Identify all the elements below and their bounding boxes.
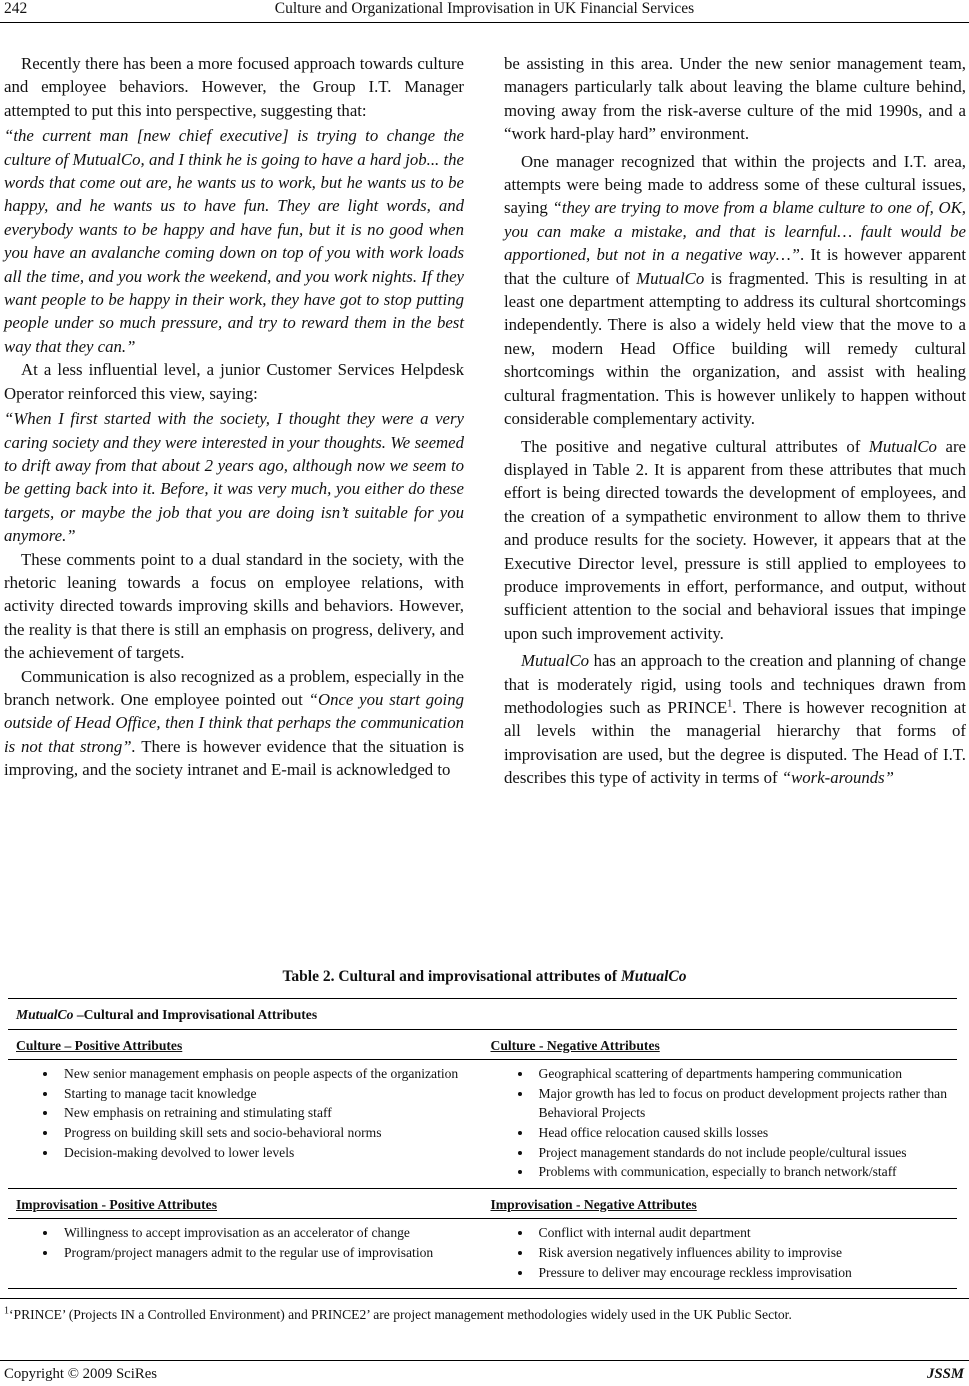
table-caption <box>0 968 969 986</box>
running-header <box>0 0 969 24</box>
caption-company: MutualCo <box>620 968 687 985</box>
improv-positive-list <box>16 1223 473 1262</box>
footnote-rule <box>0 1298 969 1299</box>
improv-positive-cell <box>8 1219 483 1288</box>
paragraph: Recently there has been a more focused approach towards culture and employee behaviors. However, the Group I.T. Manager attempted to put this into perspective, suggesting that: <box>4 54 464 120</box>
paragraph: be assisting in this area. Under the new senior management team, managers particularly talk about leaving the blame culture behind, moving away from the risk-averse culture of the mid 1990s, and a “work hard-play hard” environment. <box>504 54 966 144</box>
paragraph: These comments point to a dual standard in the society, with the rhetoric leaning towards a focus on employee relations, with activity directed towards improving skills and behaviors. However, the reality is that there is still an emphasis on progress, delivery, and the achievement of targets. <box>4 549 464 663</box>
improv-header-row <box>8 1189 957 1219</box>
list-item: • Conflict with internal audit department <box>533 1223 948 1243</box>
table-rule <box>8 1288 957 1289</box>
list-item: • New emphasis on retraining and stimulating staff <box>58 1103 473 1123</box>
paragraph <box>504 649 966 789</box>
culture-header-row <box>8 1030 957 1060</box>
culture-body-row <box>8 1060 957 1188</box>
list-item: • Project management standards do not include people/cultural issues <box>533 1143 948 1163</box>
page-footer <box>4 1366 964 1383</box>
table-title <box>8 999 957 1029</box>
improv-positive-header: Improvisation - Positive Attributes <box>16 1196 218 1212</box>
journal-abbrev: JSSM <box>926 1366 964 1382</box>
culture-negative-header: Culture - Negative Attributes <box>490 1037 660 1053</box>
list-item: • Pressure to deliver may encourage reckless improvisation <box>533 1263 948 1283</box>
list-item: • Risk aversion negatively influences ability to improvise <box>533 1243 948 1263</box>
improv-negative-header: Improvisation - Negative Attributes <box>490 1196 697 1212</box>
inline-quote: “they are trying to move from a blame culture to one of, OK, you can make a mistake, and that is learnful… fault would be apportioned, but not in a negative way…” <box>504 198 966 265</box>
list-item: • Starting to manage tacit knowledge <box>58 1084 473 1104</box>
quote: “the current man [new chief executive] is trying to change the culture of MutualCo, and I think he is going to have a hard job... the words that come out are, he wants us to work, but he wants us to be happy, and he wants us to have fun. They are light words, and everybody wants to be happy and have fun, but it is no good when you have an avalanche coming down on top of you with work loads all the time, and you work the weekend, and you work nights. If they want people to be happy in their work, they have got to stop putting people under so much pressure, and try to reward them in the best way that they can.” <box>4 126 464 356</box>
list-item: • Progress on building skill sets and socio-behavioral norms <box>58 1123 473 1143</box>
footnote <box>4 1307 964 1323</box>
list-item: • Geographical scattering of departments hampering communication <box>533 1064 948 1084</box>
company-name: MutualCo <box>636 268 705 288</box>
caption-text: Table 2. Cultural and improvisational attributes of <box>282 968 621 985</box>
improv-negative-cell <box>483 1219 958 1288</box>
improv-body-row <box>8 1219 957 1288</box>
paragraph <box>504 150 966 431</box>
paragraph <box>504 435 966 646</box>
company-name: MutualCo <box>868 436 937 456</box>
paragraph <box>4 665 464 782</box>
running-title: Culture and Organizational Improvisation in UK Financial Services <box>274 0 695 17</box>
footnote-number: 1 <box>4 1305 9 1317</box>
right-column <box>504 52 966 790</box>
text-run: has an approach to the creation and planning of change that is moderately rigid, using tools and techniques drawn from methodologies such as PRINCE <box>504 651 966 717</box>
paragraph: At a less influential level, a junior Customer Services Helpdesk Operator reinforced this view, saying: <box>4 360 464 403</box>
list-item: • Major growth has led to focus on product development projects rather than Behavioral Projects <box>533 1084 948 1123</box>
text-run: . It is however apparent that the culture of <box>504 245 966 288</box>
left-column <box>4 52 464 782</box>
culture-negative-cell <box>483 1060 958 1188</box>
copyright: Copyright © 2009 SciRes <box>4 1366 158 1382</box>
list-item: • Head office relocation caused skills losses <box>533 1123 948 1143</box>
text-run: is fragmented. This is resulting in at least one department attempting to address its cultural shortcomings independently. There is also a widely held view that the move to a new, modern Head Office building will remedy cultural shortcomings within the organization, and assist with healing cultural fragmentation. This is however unlikely to happen without considerable complementary activity. <box>504 268 966 429</box>
text-run: The positive and negative cultural attributes of <box>521 436 869 456</box>
company-name: MutualCo <box>521 651 590 671</box>
list-item: • New senior management emphasis on people aspects of the organization <box>58 1064 473 1084</box>
footnote-text: ‘PRINCE’ (Projects IN a Controlled Environment) and PRINCE2’ are project management methodologies widely used in the UK Public Sector. <box>9 1307 792 1322</box>
text-run: One manager recognized that within the projects and I.T. area, attempts were being made to address some of these cultural issues, saying <box>504 151 966 218</box>
inline-quote: “Once you start going outside of Head Office, then I think that perhaps the communication is not that strong”. <box>4 689 464 756</box>
footnote-marker: 1 <box>727 698 733 710</box>
culture-positive-list <box>16 1064 473 1162</box>
header-rule <box>0 22 969 23</box>
table-title-text: –Cultural and Improvisational Attributes <box>73 1007 318 1022</box>
page-number: 242 <box>4 0 28 17</box>
culture-positive-header: Culture – Positive Attributes <box>16 1037 183 1053</box>
list-item: • Problems with communication, especially to branch network/staff <box>533 1162 948 1182</box>
text-run: are displayed in Table 2. It is apparent from these attributes that much effort is being directed towards the development of employees, and the creation of a sympathetic environment to allow them to thrive and produce results for the society. However, it appears that at the Executive Director level, pressure is still applied to employees to produce improvements in effort, performance, and output, without sufficient attention to the social and behavioral issues that impinge upon such improvement activity. <box>504 436 966 643</box>
list-item: • Willingness to accept improvisation as an accelerator of change <box>58 1223 473 1243</box>
list-item: • Decision-making devolved to lower levels <box>58 1143 473 1163</box>
text-run: There is however evidence that the situation is improving, and the society intranet and E-mail is acknowledged to <box>4 736 464 780</box>
text-run: Communication is also recognized as a problem, especially in the branch network. One employee pointed out <box>4 666 464 709</box>
culture-positive-cell <box>8 1060 483 1188</box>
footer-rule <box>0 1360 969 1361</box>
text-run: . There is however recognition at all levels within the managerial hierarchy that forms of improvisation are used, but the degree is disputed. The Head of I.T. describes this type of activity in terms of <box>504 697 966 788</box>
table-title-company: MutualCo <box>16 1007 74 1022</box>
list-item: • Program/project managers admit to the regular use of improvisation <box>58 1243 473 1263</box>
quote: “When I first started with the society, I thought they were a very caring society and they were interested in your thoughts. We seemed to drift away from that about 2 years ago, although now we seem to be getting back into it. Before, it was very much, you either do these targets, or maybe the job that you are doing isn’t suitable for you anymore.” <box>4 409 464 546</box>
inline-quote: “work-arounds” <box>781 768 894 788</box>
attributes-table <box>8 998 957 1289</box>
culture-negative-list <box>491 1064 948 1182</box>
improv-negative-list <box>491 1223 948 1282</box>
